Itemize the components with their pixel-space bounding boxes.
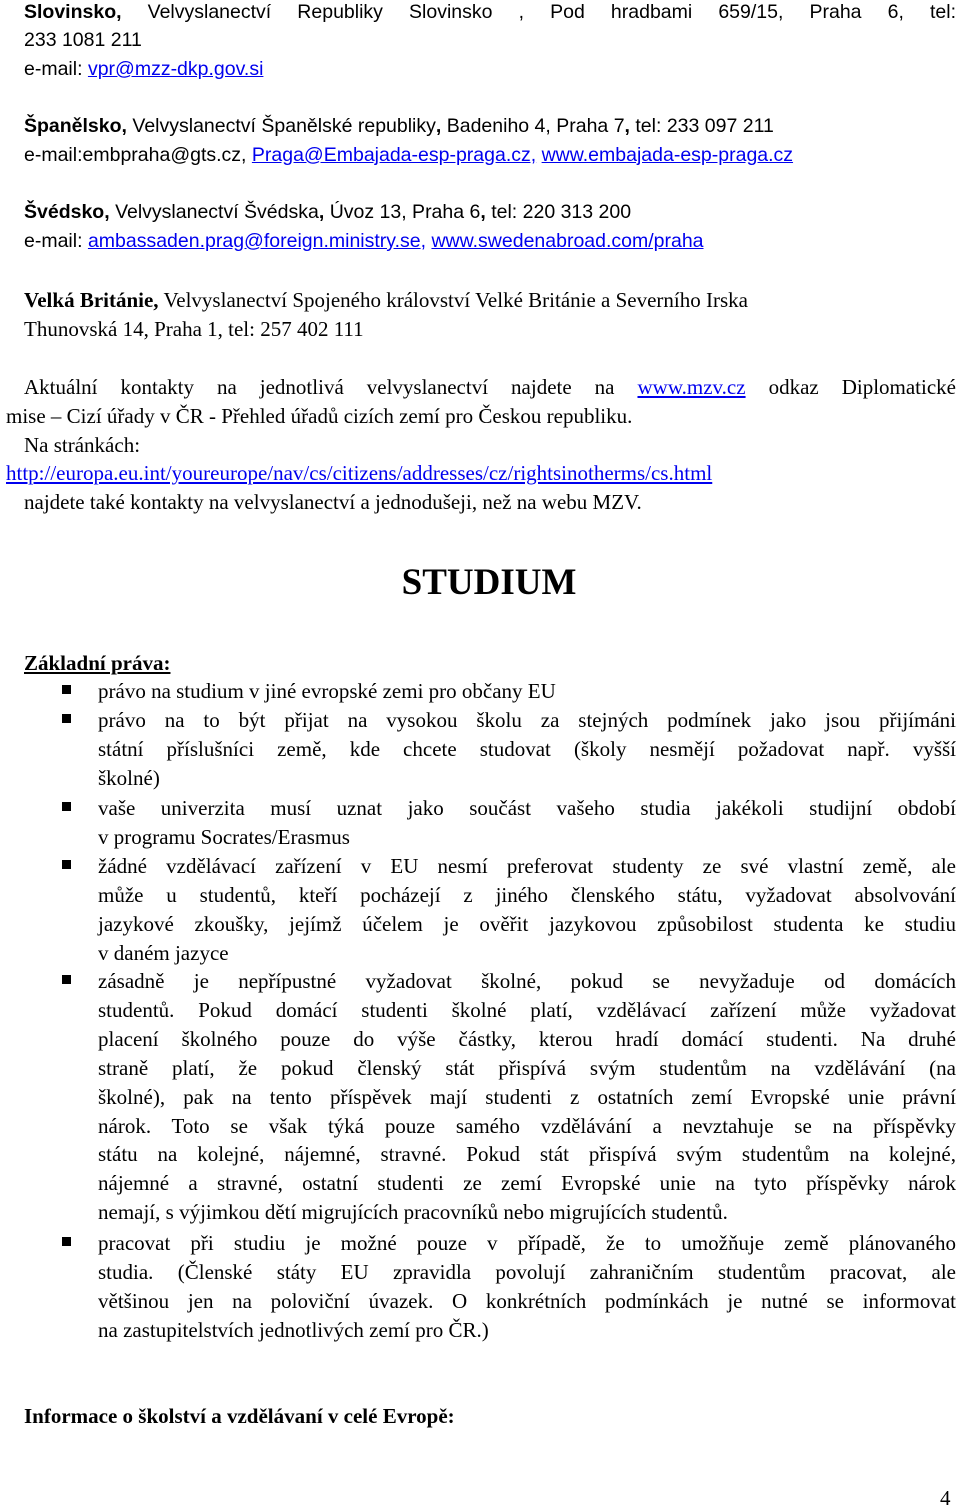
contacts-line-4 <box>6 463 712 484</box>
bullet-line: právo na to být přijat na vysokou školu za stejných podmínek jako jsou přijímáni <box>98 708 956 732</box>
slovinsko-email-label: e-mail: <box>24 58 88 80</box>
spanelsko-country: Španělsko, <box>24 115 127 137</box>
bullet-line: straně platí, že pokud členský stát přispívá svým studentům na vzdělávání (na <box>98 1055 956 1080</box>
svedsko-address: Úvoz 13, Praha 6 <box>329 201 481 223</box>
bullet-line: v programu Socrates/Erasmus <box>98 824 350 849</box>
spanelsko-embassy: Velvyslanectví Španělské republiky <box>132 115 436 137</box>
svedsko-line-1: Švédsko, Velvyslanectví Švédska, Úvoz 13, Praha 6, tel: 220 313 200 <box>24 201 632 223</box>
bullet-line: v daném jazyce <box>98 940 229 965</box>
bullet-line: na zastupitelstvích jednotlivých zemí pro ČR.) <box>98 1317 489 1342</box>
bullet-line: žádné vzdělávací zařízení v EU nesmí preferovat studenty ze své vlastní země, ale <box>98 854 956 878</box>
contacts-text-a: Aktuální kontakty na jednotlivá velvyslanectví najdete na <box>24 375 615 399</box>
bullet-line: nájemné a stravné, ostatní studenti ze zemí Evropské unie na tyto příspěvky nárok <box>98 1171 956 1196</box>
svedsko-embassy: Velvyslanectví Švédska <box>115 201 319 223</box>
page-title: STUDIUM <box>401 562 577 603</box>
contacts-line-2: mise – Cizí úřady v ČR - Přehled úřadů cizích zemí pro Českou republiku. <box>6 404 633 428</box>
bullet-icon <box>62 802 71 811</box>
bullet-line: školné) <box>98 765 160 790</box>
bullet-line: státní příslušníci země, kde chcete studovat (školy nesmějí požadovat např. vyšší <box>98 736 956 761</box>
bullet-line: nárok. Toto se však týká pouze samého vzdělávání a nevztahuje se na příspěvky <box>98 1113 956 1138</box>
bullet-line: pracovat při studiu je možné pouze v případě, že to umožňuje země plánovaného <box>98 1231 956 1255</box>
slovinsko-line-1 <box>24 3 956 23</box>
info-heading <box>24 1406 455 1427</box>
bullet-line: státu na kolejné, nájemné, stravné. Pokud stát přispívá svým studentům na kolejné, <box>98 1142 956 1167</box>
bullet-line: studia. (Členské státy EU zpravidla povolují zahraničním studentům pracovat, ale <box>98 1259 956 1284</box>
spanelsko-email-line <box>24 146 793 166</box>
bullet-line: většinou jen na poloviční úvazek. O konkrétních podmínkách je nutné se informovat <box>98 1288 956 1313</box>
britanie-address: Thunovská 14, Praha 1, tel: 257 402 111 <box>24 317 364 341</box>
britanie-country: Velká Británie, <box>24 288 159 312</box>
bullet-icon <box>62 975 71 984</box>
spanelsko-phone: tel: 233 097 211 <box>635 115 774 137</box>
bullet-line: jazykové zkoušky, jejímž účelem je ověřit jazykovou způsobilost studenta ke studiu <box>98 911 956 936</box>
slovinsko-email-line <box>24 60 263 80</box>
info-heading-text: Informace o školství a vzdělávaní v celé Evropě: <box>24 1404 455 1428</box>
europa-link[interactable]: http://europa.eu.int/youreurope/nav/cs/citizens/addresses/cz/rightsinotherms/cs.html <box>6 461 713 485</box>
svedsko-email-label: e-mail: <box>24 230 88 252</box>
contacts-line-3: Na stránkách: <box>24 433 141 457</box>
svedsko-web-link[interactable]: www.swedenabroad.com/praha <box>431 230 704 252</box>
spanelsko-comma: , <box>435 115 442 137</box>
mzv-link[interactable]: www.mzv.cz <box>637 375 746 399</box>
svedsko-country: Švédsko, <box>24 201 110 223</box>
slovinsko-country: Slovinsko, <box>24 1 122 23</box>
svedsko-phone: tel: 220 313 200 <box>491 201 632 223</box>
bullet-icon <box>62 860 71 869</box>
bullet-line: studentů. Pokud domácí studenti školné platí, vzdělávací zařízení může vyžadovat <box>98 997 956 1022</box>
bullet-line: vaše univerzita musí uznat jako součást vašeho studia jakékoli studijní období <box>98 796 956 820</box>
slovinsko-phone: 233 1081 211 <box>24 29 142 51</box>
slovinsko-email-link[interactable]: vpr@mzz-dkp.gov.si <box>87 58 264 80</box>
bullet-line: placení školného pouze do výše částky, kterou hradí domácí studenti. Na druhé <box>98 1026 956 1051</box>
britanie-line-1 <box>24 290 748 311</box>
spanelsko-email-link[interactable]: Praga@Embajada-esp-praga.cz, <box>251 144 537 166</box>
basic-rights-heading <box>24 653 170 674</box>
spanelsko-web-link[interactable]: www.embajada-esp-praga.cz <box>541 144 794 166</box>
britanie-embassy: Velvyslanectví Spojeného království Velké Británie a Severního Irska <box>163 288 748 312</box>
bullet-icon <box>62 685 71 694</box>
contacts-text-b: odkaz Diplomatické <box>768 375 956 399</box>
svedsko-email-link[interactable]: ambassaden.prag@foreign.ministry.se <box>87 230 421 252</box>
spanelsko-address: Badeniho 4, Praha 7 <box>446 115 625 137</box>
bullet-line: školné), pak na tento příspěvek mají studenti z ostatních zemí Evropské unie právní <box>98 1084 956 1109</box>
bullet-icon <box>62 1237 71 1246</box>
spanelsko-email: e-mail:embpraha@gts.cz, <box>24 144 252 166</box>
slovinsko-address: Velvyslanectví Republiky Slovinsko , Pod hradbami 659/15, Praha 6, tel: <box>147 1 956 23</box>
basic-rights-heading-text: Základní práva: <box>24 651 171 675</box>
page-number: 4 <box>940 1486 951 1510</box>
bullet-line: může u studentů, kteří pocházejí z jiného členského státu, vyžadovat absolvování <box>98 882 956 907</box>
bullet-icon <box>62 714 71 723</box>
contacts-line-5: najdete také kontakty na velvyslanectví a jednodušeji, než na webu MZV. <box>24 490 642 514</box>
svedsko-email-line: e-mail: ambassaden.prag@foreign.ministry.se, www.swedenabroad.com/praha <box>24 230 704 252</box>
bullet-line: právo na studium v jiné evropské zemi pro občany EU <box>98 679 556 703</box>
contacts-line-1 <box>24 377 956 398</box>
bullet-line: zásadně je nepřípustné vyžadovat školné, pokud se nevyžaduje od domácích <box>98 969 956 993</box>
spanelsko-line-1: Španělsko, Velvyslanectví Španělské republiky, Badeniho 4, Praha 7, tel: 233 097 211 <box>24 115 774 137</box>
bullet-line: nemají, s výjimkou dětí migrujících pracovníků nebo migrujících studentů. <box>98 1200 728 1225</box>
